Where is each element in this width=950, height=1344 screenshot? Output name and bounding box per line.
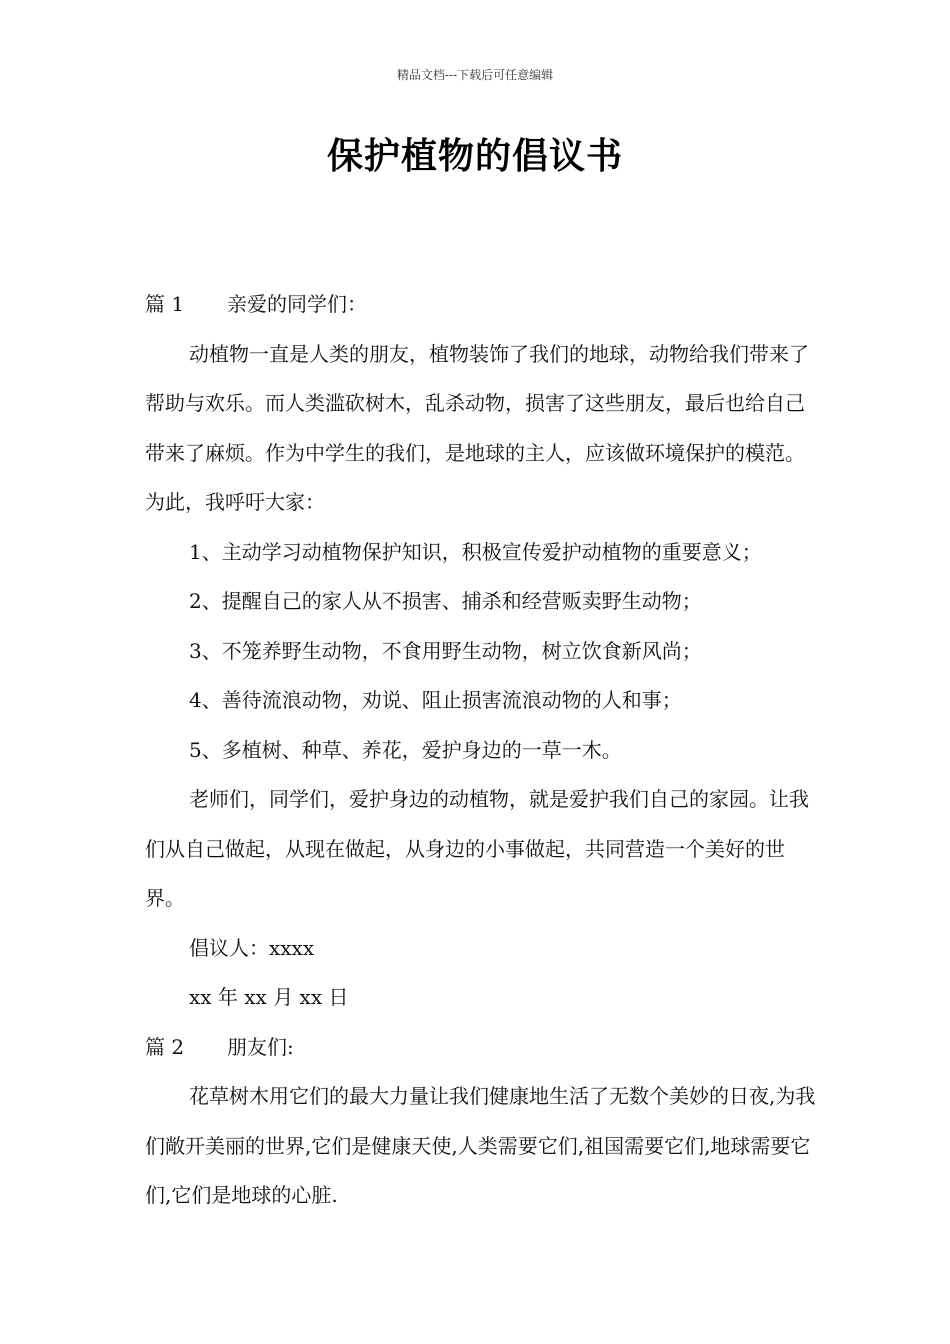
section-1-paragraph-2: 老师们，同学们，爱护身边的动植物，就是爱护我们自己的家园。让我们从自己做起，从现在做起，从身边的小事做起，共同营造一个美好的世界。	[145, 787, 809, 910]
list-item-1: 1、主动学习动植物保护知识，积极宣传爱护动植物的重要意义；	[189, 539, 762, 564]
section-2-number: 篇 2	[145, 1034, 185, 1059]
list-item-3: 3、不笼养野生动物，不食用野生动物，树立饮食新风尚；	[189, 638, 702, 663]
document-body	[145, 280, 820, 1221]
date-line: xx 年 xx 月 xx 日	[189, 985, 349, 1009]
document-title: 保护植物的倡议书	[326, 136, 623, 177]
section-2-paragraph-1: 花草树木用它们的最大力量让我们健康地生活了无数个美妙的日夜,为我们敞开美丽的世界,它们是健康天使,人类需要它们,祖国需要它们,地球需要它们,它们是地球的心脏.	[145, 1084, 816, 1207]
section-2-heading	[145, 1023, 820, 1073]
header-note: 精品文档---下载后可任意编辑	[396, 68, 554, 82]
list-item-5: 5、多植树、种草、养花，爱护身边的一草一木。	[189, 737, 622, 762]
section-2-salutation: 朋友们:	[227, 1034, 294, 1059]
section-1-paragraph-1: 动植物一直是人类的朋友，植物装饰了我们的地球，动物给我们带来了帮助与欢乐。而人类滥砍树木，乱杀动物，损害了这些朋友，最后也给自己带来了麻烦。作为中学生的我们，是地球的主人，应该做环境保护的模范。为此，我呼吁大家：	[145, 341, 809, 514]
list-item-2: 2、提醒自己的家人从不损害、捕杀和经营贩卖野生动物；	[189, 589, 702, 613]
section-1-salutation: 亲爱的同学们：	[227, 292, 367, 316]
list-item-4: 4、善待流浪动物，劝说、阻止损害流浪动物的人和事；	[189, 688, 682, 712]
signer-line: 倡议人：xxxx	[189, 935, 315, 960]
section-1-heading	[145, 280, 820, 330]
section-1-number: 篇 1	[145, 292, 185, 316]
